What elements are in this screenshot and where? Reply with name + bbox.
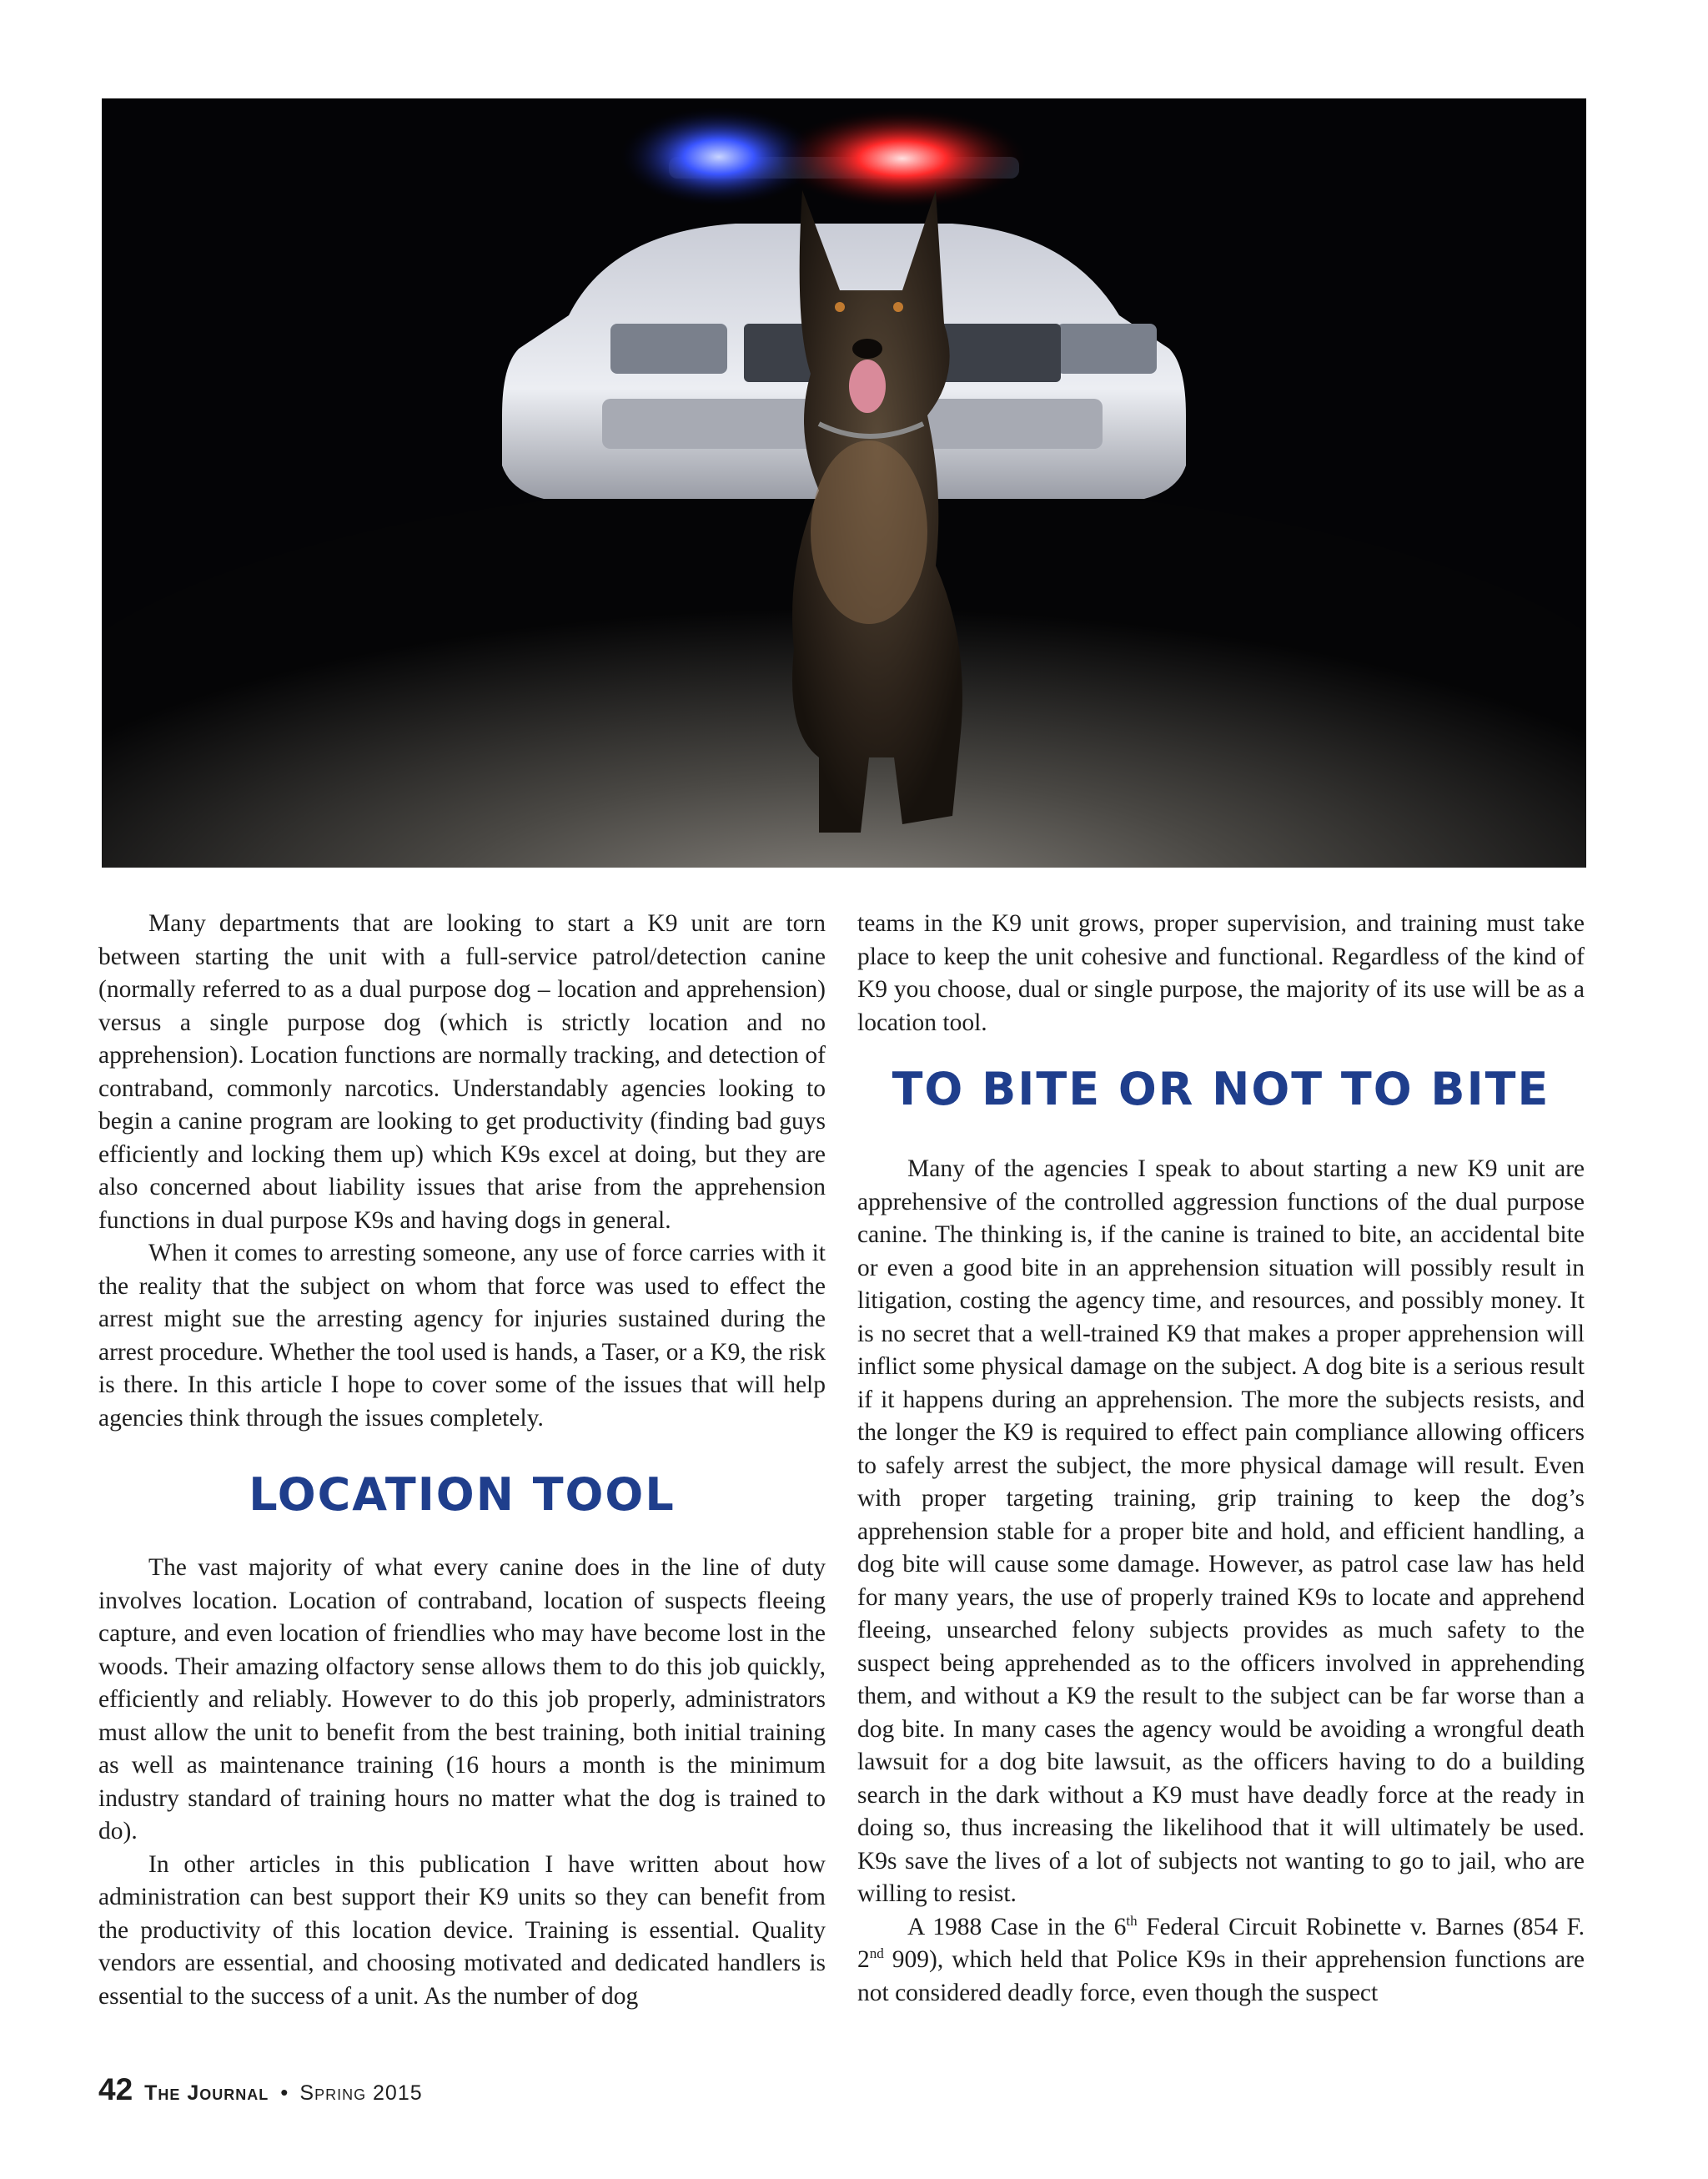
left-paragraph-3: The vast majority of what every canine does in the line of duty involves location. Location of contraband, location of suspects fleeing capture, and even location of friendlies who may have become lost in the woods. Their amazing olfactory sense allows them to do this job quickly, efficiently and reliably. However to do this job properly, administrators must allow the unit to benefit from the best training, both initial training as well as maintenance training (16 hours a month is the minimum industry standard of training hours no matter what the dog is trained to do). [98,1554,826,1844]
page-footer [98,2072,423,2114]
left-paragraph-4: In other articles in this publication I have written about how administration can best support their K9 units so they can benefit from the productivity of this location device. Training is essential. Quality vendors are essential, and choosing motivated and dedicated handlers is essential to the success of a unit. As the number of dog [98,1850,826,2010]
publication-name: The Journal [144,2081,269,2105]
section-heading-to-bite: TO BITE OR NOT TO BITE [892,1063,1550,1115]
section-heading-location-tool: LOCATION TOOL [249,1468,676,1521]
case-text-b: Federal Circuit Robinette v. Barnes (854 F. 2 [857,1913,1585,1973]
police-dog-photo [102,98,1586,868]
left-column [98,908,826,2051]
photo-illustration [102,98,1586,868]
superscript-th: th [1126,1912,1138,1929]
right-paragraph-2: Many of the agencies I speak to about starting a new K9 unit are apprehensive of the controlled aggression functions of the dual purpose canine. The thinking is, if the canine is trained to bite, an accidental bite or even a good bite in an apprehension situation will possibly result in litigation, costing the agency time, and resources, and possibly money. It is no secret that a well-trained K9 that makes a proper apprehension will inflict some physical damage on the subject. A dog bite is a serious result if it happens during an apprehension. The more the subjects resists, and the longer the K9 is required to effect pain compliance allowing officers to safely arrest the subject, the more physical damage will result. Even with proper targeting training, grip training to keep the dog’s apprehension stable for a proper bite and hold, and efficient handling, a dog bite will cause some damage. However, as patrol case law has held for many years, the use of properly trained K9s to locate and apprehend fleeing, unsearched felony subjects provides as much safety to the suspect being apprehended as to the officers involved in apprehending them, and without a K9 the result to the subject can be far worse than a dog bite. In many cases the agency would be avoiding a wrongful death lawsuit for a dog bite lawsuit, as the officers having to do a building search in the dark without a K9 must have deadly force at the ready in doing so, thus increasing the likelihood that it will ultimately be used. K9s save the lives of a lot of subjects not wanting to go to jail, who are willing to resist. [857,1155,1585,1907]
superscript-nd: nd [869,1945,884,1961]
right-column [857,908,1585,2051]
case-text-a: A 1988 Case in the 6 [907,1913,1127,1940]
footer-separator: • [280,2080,289,2105]
right-paragraph-3 [857,1911,1585,2010]
case-text-c: 909), which held that Police K9s in their apprehension functions are not considered deadly force, even though the suspect [857,1946,1585,2006]
left-paragraph-2: When it comes to arresting someone, any use of force carries with it the reality that the subject on whom that force was used to effect the arrest might sue the arresting agency for injuries sustained during the arrest procedure. Whether the tool used is hands, a Taser, or a K9, the risk is there. In this article I hope to cover some of the issues that will help agencies think through the issues completely. [98,1240,826,1432]
left-paragraph-1: Many departments that are looking to start a K9 unit are torn between starting the unit with a full-service patrol/detection canine (normally referred to as a dual purpose dog – location and apprehension) versus a single purpose dog (which is strictly location and no apprehension). Location functions are normally tracking, and detection of contraband, commonly narcotics. Understandably agencies looking to begin a canine program are looking to get productivity (finding bad guys efficiently and locking them up) which K9s excel at doing, but they are also concerned about liability issues that arise from the apprehension functions in dual purpose K9s and having dogs in general. [98,910,826,1234]
issue-name: Spring 2015 [299,2081,423,2105]
right-paragraph-1: teams in the K9 unit grows, proper supervision, and training must take place to keep the unit cohesive and functional. Regardless of the kind of K9 you choose, dual or single purpose, the majority of its use will be as a location tool. [857,910,1585,1036]
page-number: 42 [98,2072,133,2106]
